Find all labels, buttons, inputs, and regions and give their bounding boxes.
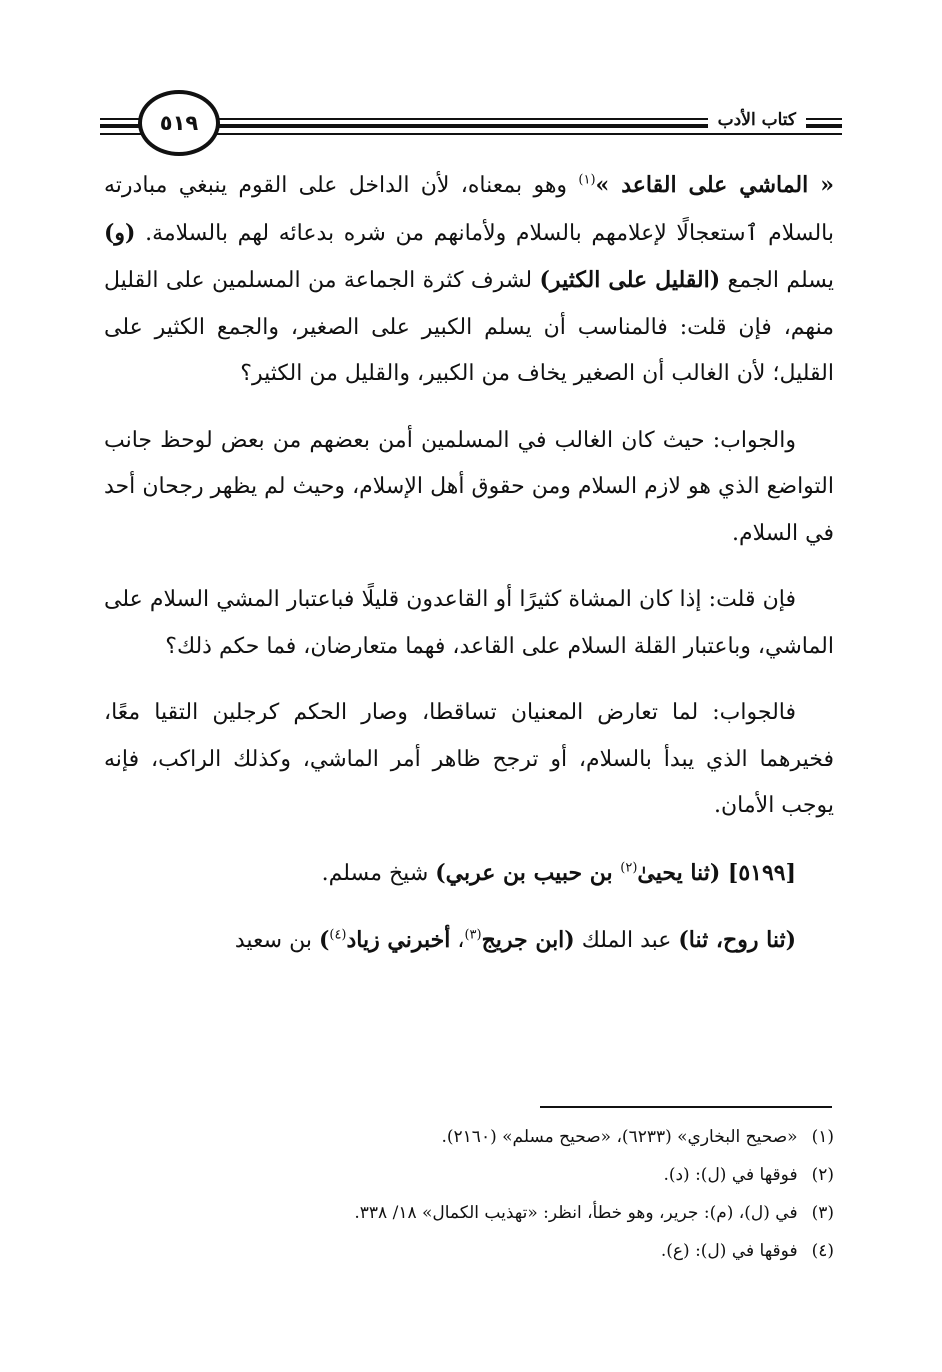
bold-phrase: (القليل على الكثير)	[539, 267, 721, 293]
footnote-separator	[540, 1106, 832, 1108]
text-run: يسلم الجمع	[720, 268, 835, 293]
footnote-text: فوقها في (ل): (ع).	[660, 1241, 798, 1261]
footnote-text: في (ل)، (م): جرير، وهو خطأ، انظر: «تهذيب الكمال» ١٨/ ٣٣٨.	[354, 1203, 798, 1223]
footnote-number: (٣)	[811, 1203, 834, 1223]
bold-phrase: أخبرني زياد	[346, 927, 451, 953]
text-run: لشرف كثرة الجماعة من المسلمين على القليل منهم، فإن قلت: فالمناسب أن يسلم الكبير على الصغير، والجمع الكثير على القليل؛ لأن الغالب أن الصغير يخاف من الكبير، والقليل من الكثير؟	[104, 268, 834, 386]
bold-phrase: (ثنا يحيىٰ	[637, 859, 721, 886]
footnote-ref-3[interactable]: (٣)	[464, 927, 482, 943]
bold-phrase: الماشي على القاعد	[621, 172, 809, 198]
paragraph-1	[104, 162, 834, 398]
footnote-number: (٢)	[811, 1165, 834, 1185]
bold-phrase: )	[318, 927, 330, 953]
footnote-text: فوقها في (ل): (د).	[663, 1165, 798, 1185]
footnote-3	[104, 1194, 834, 1232]
text-run: وهو بمعناه، لأن الداخل على القوم ينبغي مبادرته بالسلام ٱستعجالًا لإعلامهم بالسلام ولأمانهم من شره بدعائه لهم بالسلامة.	[104, 173, 834, 246]
footnote-4	[104, 1232, 834, 1270]
main-text	[104, 162, 834, 985]
footnote-1	[104, 1118, 834, 1156]
paragraph-5	[104, 850, 834, 898]
footnote-ref-4[interactable]: (٤)	[329, 927, 347, 943]
footnote-number: (١)	[811, 1127, 834, 1147]
text-run: عبد الملك	[574, 928, 679, 953]
text-run: شيخ مسلم.	[321, 860, 436, 886]
footnote-number: (٤)	[811, 1241, 834, 1261]
bold-phrase: (ابن جريج	[481, 927, 575, 953]
bold-phrase: (ثنا روح، ثنا)	[678, 927, 796, 953]
paragraph-3: فإن قلت: إذا كان المشاة كثيرًا أو القاعدون قليلًا فباعتبار المشي السلام على الماشي، وباعتبار القلة السلام على القاعد، فهما متعارضان، فما حكم ذلك؟	[104, 587, 834, 659]
hadith-number: [٥١٩٩]	[720, 859, 796, 886]
quote-open: «	[808, 172, 834, 198]
page-number: ٥١٩	[159, 111, 199, 135]
text-run: ،	[450, 928, 465, 953]
footnotes	[104, 1118, 834, 1270]
footnote-2	[104, 1156, 834, 1194]
text-run: بن سعيد	[234, 928, 319, 953]
paragraph-2: والجواب: حيث كان الغالب في المسلمين أمن بعضهم من بعض لوحظ جانب التواضع الذي هو لازم السلام ومن حقوق أهل الإسلام، وحيث لم يظهر رجحان أحد في السلام.	[104, 427, 834, 546]
footnote-ref-1[interactable]: (١)	[578, 172, 596, 188]
bold-phrase: بن حبيب بن عربي)	[435, 859, 621, 886]
running-header	[100, 92, 842, 162]
page-number-badge	[138, 90, 220, 156]
quote-close: »	[595, 172, 622, 198]
paragraph-4: فالجواب: لما تعارض المعنيان تساقطا، وصار الحكم كرجلين التقيا معًا، فخيرهما الذي يبدأ بالسلام، أو ترجح ظاهر أمر الماشي، وكذلك الراكب، فإنه يوجب الأمان.	[104, 700, 834, 818]
running-title: كتاب الأدب	[708, 109, 806, 131]
footnote-text: «صحيح البخاري» (٦٢٣٣)، «صحيح مسلم» (٢١٦٠).	[441, 1127, 798, 1147]
bold-phrase: (و)	[104, 219, 136, 246]
footnote-ref-2[interactable]: (٢)	[620, 860, 638, 876]
paragraph-6	[104, 917, 834, 965]
